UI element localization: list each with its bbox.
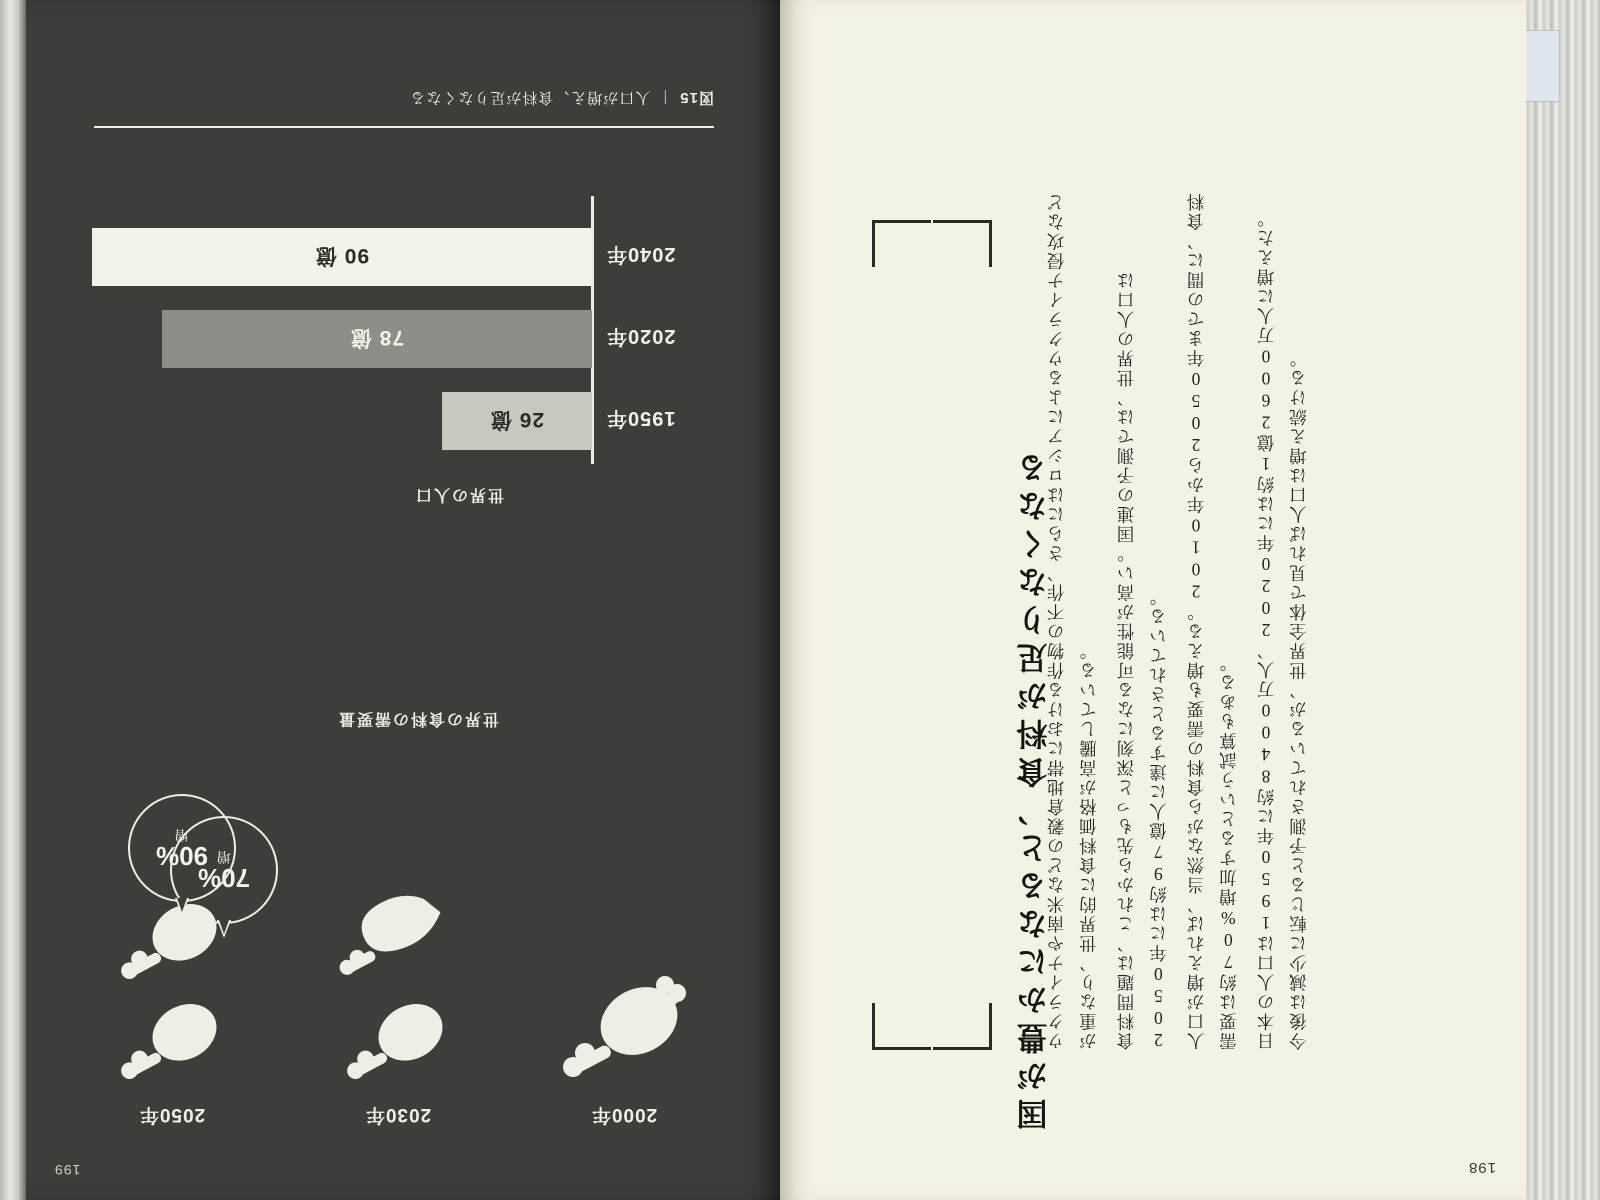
book-outer-edge (0, 0, 26, 1200)
caption-divider (94, 126, 714, 128)
food-year-label: 2030年 (364, 1104, 432, 1125)
annotation-bubble-2050 (128, 794, 236, 902)
figure-caption (410, 88, 715, 109)
headline-bracket-frame (872, 220, 992, 1050)
annotation-label: 増 (175, 826, 189, 843)
bar-value: 26 億 (442, 392, 592, 450)
drumstick-icon-partial (323, 889, 473, 989)
drumstick-group-2000 (534, 889, 714, 1089)
food-column-2000 (534, 889, 714, 1130)
body-column-1: ウクライナや南米などの穀倉地帯における作物の不作、さらにはロシアによるウクライナ侵攻などが重なり、世界的に食料価格が高騰している。 (1046, 192, 1099, 1050)
figure-caption-text: 人口が増え、食料が足りなくなる (409, 89, 651, 106)
bracket-top-left (933, 1003, 992, 1050)
body-column-4: 日本の人口は1950年に約8400万人、2020年には約1億2600万人に増えた。今後は減少に転じると予測されているが、世界全体で見れば人口は増え続ける。 (1256, 208, 1309, 1050)
caption-separator: | (662, 89, 668, 106)
drumstick-icon (97, 889, 247, 989)
bar-value: 78 億 (162, 310, 592, 368)
drumstick-icon (549, 969, 699, 1089)
annotation-label: 増 (217, 848, 231, 865)
bracket-bottom-left (933, 220, 992, 267)
food-column-2030 (197, 848, 488, 1130)
annotation-value: 90% (155, 841, 209, 871)
bar-category-label: 1950年 (606, 407, 676, 430)
bracket-bottom-right (872, 220, 931, 267)
food-year-label: 2050年 (138, 1104, 206, 1125)
food-demand-pictogram (74, 670, 714, 1130)
bar-category-label: 2040年 (606, 243, 676, 266)
left-page-folio: 198 (1467, 1159, 1496, 1176)
right-page-folio: 199 (54, 1162, 81, 1178)
drumstick-group-2050 (82, 889, 262, 1089)
food-chart-title: 世界の食料の需要量 (336, 710, 499, 727)
right-page (26, 0, 780, 1200)
drumstick-group-2030 (308, 889, 488, 1089)
body-column-2: 食料問題は、これから先もっと深刻になる可能性が高い。国連の予測では、世界の人口は2050年には約97億人に達するとされている。 (1116, 270, 1169, 1050)
drumstick-icon (97, 989, 247, 1089)
food-year-label: 2000年 (590, 1104, 658, 1125)
page-edge-stack (1526, 0, 1600, 1200)
figure-number: 図15 (679, 89, 714, 106)
drumstick-icon (323, 989, 473, 1089)
population-bar-chart (74, 178, 714, 508)
left-page (780, 0, 1526, 1200)
bar-value: 90 億 (92, 228, 592, 286)
bar-row (92, 228, 714, 286)
page-title: 国が豊かになると、食料が足りなくなる (1017, 446, 1053, 1130)
bar-category-label: 2020年 (606, 325, 676, 348)
annotation-value: 70% (197, 863, 251, 893)
bracket-top-right (872, 1003, 931, 1050)
bar-row (442, 392, 714, 450)
population-chart-title: 世界の人口 (413, 486, 504, 503)
bar-row (162, 310, 714, 368)
body-column-3: 人口が増えれば、当然ながら食料の需要も増える。2010年から2050年までの間に、食料需要は約70%増加するという試算もある。 (1186, 191, 1239, 1050)
bubble-tail (175, 898, 189, 916)
